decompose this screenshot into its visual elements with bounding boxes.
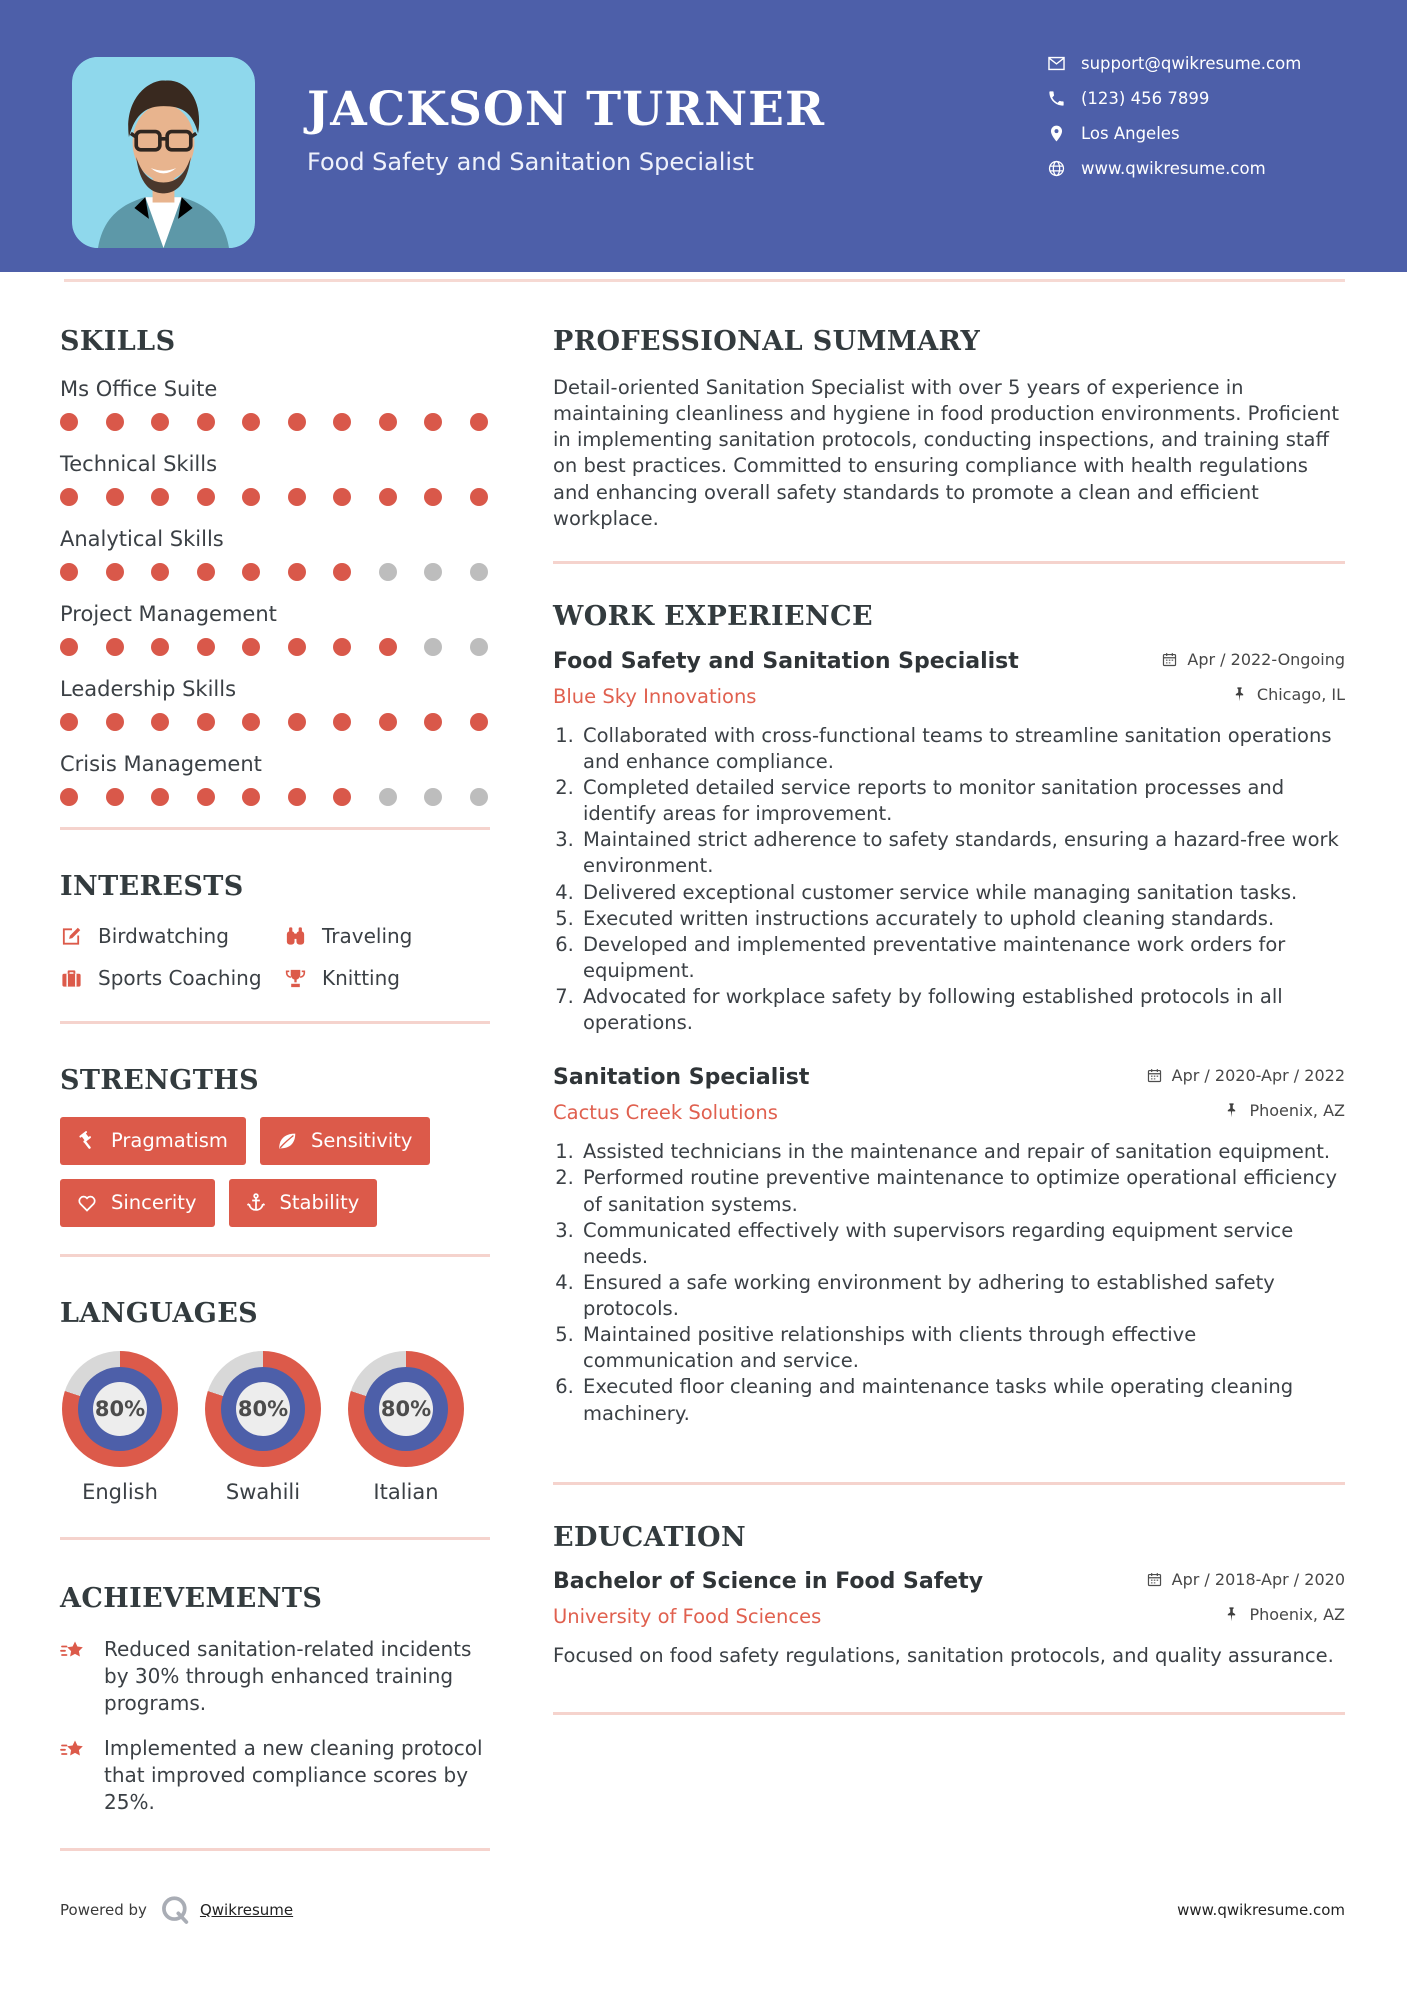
strength-label: Pragmatism: [111, 1129, 228, 1152]
job-bullet: 4. Ensured a safe working environment by adhering to established safety protocols.: [580, 1270, 1345, 1322]
interest-label: Traveling: [322, 924, 413, 948]
rating-dot-filled: [333, 638, 351, 656]
job-bullet: 1. Assisted technicians in the maintenance and repair of sanitation equipment.: [580, 1139, 1345, 1165]
skill-item: [60, 452, 490, 506]
job-title: Sanitation Specialist: [553, 1065, 810, 1091]
interest-item: [284, 924, 490, 948]
strengths-section: [60, 1024, 490, 1254]
section-divider: [553, 1712, 1345, 1715]
interest-label: Birdwatching: [98, 924, 229, 948]
interests-section: [60, 830, 490, 1021]
strength-badge: [60, 1179, 215, 1227]
skill-item: [60, 752, 490, 806]
qwikresume-brand-link[interactable]: Qwikresume: [199, 1901, 294, 1919]
rating-dot-filled: [197, 488, 215, 506]
languages-list: [62, 1351, 490, 1504]
rating-dot-empty: [424, 788, 442, 806]
edit-icon: [60, 925, 83, 948]
rating-dot-filled: [106, 788, 124, 806]
summary-section: [553, 282, 1345, 561]
pushpin-icon: [1223, 1102, 1240, 1119]
rating-dot-filled: [197, 413, 215, 431]
job-bullet: 3. Maintained strict adherence to safety standards, ensuring a hazard-free work environment.: [580, 827, 1345, 879]
achievements-section: [60, 1540, 490, 1848]
rating-dot-empty: [470, 788, 488, 806]
job-subheader-row: [553, 1101, 1345, 1124]
heart-icon: [76, 1192, 98, 1214]
rating-dot-filled: [424, 413, 442, 431]
job-bullet: 4. Delivered exceptional customer service while managing sanitation tasks.: [580, 880, 1345, 906]
rating-dot-filled: [424, 488, 442, 506]
rating-dot-filled: [60, 563, 78, 581]
contact-text: Los Angeles: [1081, 124, 1180, 143]
job-dates: [1161, 650, 1345, 669]
rating-dot-filled: [470, 488, 488, 506]
rating-dot-filled: [151, 638, 169, 656]
language-label: English: [82, 1480, 158, 1504]
strengths-heading: STRENGTHS: [60, 1065, 260, 1096]
calendar-icon: [1146, 1571, 1163, 1588]
job-dates: [1146, 1066, 1345, 1085]
job-bullet-list: [553, 723, 1345, 1037]
language-item: [62, 1351, 178, 1504]
pushpin-icon: [1223, 1606, 1240, 1623]
strength-badge: [60, 1117, 246, 1165]
language-item: [348, 1351, 464, 1504]
skills-section: [60, 282, 490, 806]
contact-text: (123) 456 7899: [1081, 89, 1210, 108]
interest-label: Sports Coaching: [98, 966, 262, 990]
job-bullet: 6. Executed floor cleaning and maintenance tasks while operating cleaning machinery.: [580, 1374, 1345, 1426]
rating-dot-filled: [60, 488, 78, 506]
calendar-icon: [1161, 651, 1178, 668]
work-experience-section: [553, 564, 1345, 1482]
job-dates-text: Apr / 2022-Ongoing: [1187, 649, 1345, 669]
language-donut-chart: [348, 1351, 464, 1467]
education-location-text: Phoenix, AZ: [1249, 1604, 1345, 1624]
name-block: [307, 84, 825, 176]
rating-dot-filled: [288, 788, 306, 806]
rating-dot-filled: [288, 413, 306, 431]
language-label: Italian: [373, 1480, 439, 1504]
rating-dot-filled: [106, 563, 124, 581]
rating-dot-filled: [60, 713, 78, 731]
job-entry: [553, 1065, 1345, 1426]
skill-rating: [60, 638, 490, 656]
interest-item: [60, 924, 284, 948]
rating-dot-filled: [151, 413, 169, 431]
job-bullet: 5. Executed written instructions accurately to uphold cleaning standards.: [580, 906, 1345, 932]
rating-dot-filled: [151, 788, 169, 806]
header: [0, 0, 1407, 272]
company-name: Cactus Creek Solutions: [553, 1101, 778, 1125]
rating-dot-filled: [242, 563, 260, 581]
language-percent: 80%: [379, 1382, 433, 1436]
degree-title: Bachelor of Science in Food Safety: [553, 1568, 984, 1594]
rating-dot-empty: [470, 563, 488, 581]
strength-label: Sensitivity: [310, 1129, 413, 1152]
anchor-icon: [245, 1192, 267, 1214]
skill-label: Technical Skills: [60, 452, 218, 476]
rating-dot-empty: [424, 563, 442, 581]
skills-list: [60, 377, 490, 806]
footer: [60, 1894, 1345, 1926]
job-location-text: Chicago, IL: [1256, 684, 1345, 704]
company-name: Blue Sky Innovations: [553, 684, 757, 708]
education-location: [1223, 1605, 1345, 1624]
rating-dot-filled: [60, 413, 78, 431]
achievement-text: Reduced sanitation-related incidents by 30% through enhanced training programs.: [104, 1637, 472, 1716]
contact-text: www.qwikresume.com: [1081, 159, 1266, 178]
achievements-heading: ACHIEVEMENTS: [60, 1583, 323, 1614]
skill-rating: [60, 563, 490, 581]
job-title: Food Safety and Sanitation Specialist: [553, 648, 1019, 674]
skill-label: Project Management: [60, 602, 277, 626]
rating-dot-filled: [106, 713, 124, 731]
achievements-list: [60, 1636, 490, 1816]
job-bullet: 5. Maintained positive relationships with clients through effective communication and service.: [580, 1322, 1345, 1374]
achievement-text: Implemented a new cleaning protocol that improved compliance scores by 25%.: [104, 1735, 483, 1814]
language-donut-chart: [62, 1351, 178, 1467]
sidebar-column: [60, 282, 490, 1851]
star-achievement-icon: [60, 1737, 87, 1764]
skill-item: [60, 527, 490, 581]
education-heading: EDUCATION: [553, 1521, 747, 1553]
rating-dot-filled: [379, 488, 397, 506]
rating-dot-filled: [333, 488, 351, 506]
footer-website[interactable]: www.qwikresume.com: [1177, 1901, 1345, 1919]
strength-label: Sincerity: [111, 1191, 197, 1214]
skill-label: Leadership Skills: [60, 677, 237, 701]
rating-dot-filled: [379, 713, 397, 731]
strength-label: Stability: [279, 1191, 360, 1214]
section-divider: [60, 1848, 490, 1851]
contact-item[interactable]: [1047, 54, 1301, 73]
interest-item: [60, 966, 284, 990]
calendar-icon: [1146, 1067, 1163, 1084]
skill-item: [60, 677, 490, 731]
job-bullet-list: [553, 1139, 1345, 1426]
job-location-text: Phoenix, AZ: [1249, 1101, 1345, 1121]
rating-dot-filled: [106, 488, 124, 506]
job-header-row: [553, 1065, 1345, 1090]
leaf-icon: [276, 1130, 298, 1152]
contact-item[interactable]: [1047, 159, 1301, 178]
rating-dot-filled: [470, 713, 488, 731]
skill-rating: [60, 788, 490, 806]
skill-rating: [60, 713, 490, 731]
binoculars-icon: [284, 925, 307, 948]
powered-by-label: Powered by: [60, 1901, 147, 1919]
rating-dot-filled: [60, 638, 78, 656]
achievement-item: [60, 1735, 490, 1817]
profile-photo: [72, 57, 255, 248]
rating-dot-filled: [333, 788, 351, 806]
interests-list: [60, 924, 490, 990]
contact-text: support@qwikresume.com: [1081, 54, 1302, 73]
education-dates: [1146, 1570, 1345, 1589]
rating-dot-empty: [379, 563, 397, 581]
job-entry: [553, 649, 1345, 1037]
skill-label: Analytical Skills: [60, 527, 224, 551]
star-achievement-icon: [60, 1638, 87, 1665]
rating-dot-filled: [288, 488, 306, 506]
summary-text: Detail-oriented Sanitation Specialist with over 5 years of experience in maintaining cleanliness and hygiene in food production environments. Proficient in implementing sanitation protocols, conducting inspections, and training staff on best practices. Committed to ensuring compliance with health regulations and enhancing overall safety standards to promote a clean and efficient workplace.: [553, 376, 1340, 530]
summary-heading: PROFESSIONAL SUMMARY: [553, 326, 981, 357]
rating-dot-empty: [470, 638, 488, 656]
skill-item: [60, 377, 490, 431]
person-job-title: Food Safety and Sanitation Specialist: [307, 147, 754, 176]
skill-rating: [60, 488, 490, 506]
rating-dot-filled: [197, 713, 215, 731]
pushpin-icon: [1231, 686, 1248, 703]
rating-dot-empty: [379, 788, 397, 806]
rating-dot-filled: [197, 788, 215, 806]
interests-heading: INTERESTS: [60, 871, 244, 902]
language-percent: 80%: [93, 1382, 147, 1436]
rating-dot-filled: [333, 413, 351, 431]
rating-dot-filled: [333, 713, 351, 731]
job-header-row: [553, 649, 1345, 674]
skill-label: Crisis Management: [60, 752, 262, 776]
briefcase-icon: [60, 967, 83, 990]
job-location: [1223, 1101, 1345, 1120]
achievement-item: [60, 1636, 490, 1718]
skill-rating: [60, 413, 490, 431]
contact-item: [1047, 89, 1301, 108]
rating-dot-filled: [106, 413, 124, 431]
rating-dot-filled: [151, 563, 169, 581]
jobs-list: [553, 649, 1345, 1427]
rating-dot-filled: [379, 413, 397, 431]
languages-section: [60, 1257, 490, 1537]
contact-list: [1047, 54, 1301, 178]
rating-dot-filled: [379, 638, 397, 656]
education-section: [553, 1485, 1345, 1712]
rating-dot-filled: [197, 563, 215, 581]
strengths-list: [60, 1117, 490, 1227]
job-bullet: 2. Performed routine preventive maintenance to optimize operational efficiency of sanitation systems.: [580, 1165, 1345, 1217]
job-location: [1231, 685, 1345, 704]
skill-item: [60, 602, 490, 656]
rating-dot-filled: [424, 713, 442, 731]
email-icon: [1047, 54, 1066, 73]
job-bullet: 7. Advocated for workplace safety by following established protocols in all operations.: [580, 984, 1345, 1036]
rating-dot-filled: [242, 488, 260, 506]
rating-dot-filled: [242, 413, 260, 431]
content-columns: [0, 282, 1407, 1851]
rating-dot-filled: [60, 788, 78, 806]
rating-dot-filled: [242, 788, 260, 806]
education-dates-text: Apr / 2018-Apr / 2020: [1171, 1569, 1345, 1589]
education-entry: [553, 1569, 1345, 1628]
strength-badge: [229, 1179, 378, 1227]
gavel-icon: [76, 1130, 98, 1152]
main-column: [553, 282, 1345, 1851]
rating-dot-filled: [151, 713, 169, 731]
education-description: Focused on food safety regulations, sanitation protocols, and quality assurance.: [553, 1643, 1334, 1667]
person-name: JACKSON TURNER: [307, 82, 826, 137]
rating-dot-filled: [197, 638, 215, 656]
rating-dot-filled: [151, 488, 169, 506]
job-bullet: 6. Developed and implemented preventative maintenance work orders for equipment.: [580, 932, 1345, 984]
rating-dot-filled: [333, 563, 351, 581]
rating-dot-filled: [106, 638, 124, 656]
contact-item: [1047, 124, 1301, 143]
job-dates-text: Apr / 2020-Apr / 2022: [1171, 1066, 1345, 1086]
rating-dot-filled: [470, 413, 488, 431]
phone-icon: [1047, 89, 1066, 108]
job-bullet: 1. Collaborated with cross-functional teams to streamline sanitation operations and enhance compliance.: [580, 723, 1345, 775]
globe-icon: [1047, 159, 1066, 178]
qwikresume-logo-icon: [159, 1894, 191, 1926]
rating-dot-filled: [242, 638, 260, 656]
interest-label: Knitting: [322, 966, 400, 990]
job-bullet: 2. Completed detailed service reports to monitor sanitation processes and identify areas for improvement.: [580, 775, 1345, 827]
school-name: University of Food Sciences: [553, 1604, 822, 1628]
language-label: Swahili: [225, 1480, 301, 1504]
job-subheader-row: [553, 685, 1345, 708]
profile-portrait-illustration: [72, 57, 255, 248]
rating-dot-filled: [242, 713, 260, 731]
languages-heading: LANGUAGES: [60, 1298, 259, 1329]
language-item: [205, 1351, 321, 1504]
rating-dot-filled: [288, 713, 306, 731]
location-icon: [1047, 124, 1066, 143]
rating-dot-empty: [424, 638, 442, 656]
interest-item: [284, 966, 490, 990]
trophy-icon: [284, 967, 307, 990]
rating-dot-filled: [288, 638, 306, 656]
skill-label: Ms Office Suite: [60, 377, 218, 401]
rating-dot-filled: [288, 563, 306, 581]
strength-badge: [260, 1117, 431, 1165]
language-donut-chart: [205, 1351, 321, 1467]
work-experience-heading: WORK EXPERIENCE: [553, 600, 873, 632]
language-percent: 80%: [236, 1382, 290, 1436]
skills-heading: SKILLS: [60, 326, 176, 357]
job-bullet: 3. Communicated effectively with supervisors regarding equipment service needs.: [580, 1218, 1345, 1270]
